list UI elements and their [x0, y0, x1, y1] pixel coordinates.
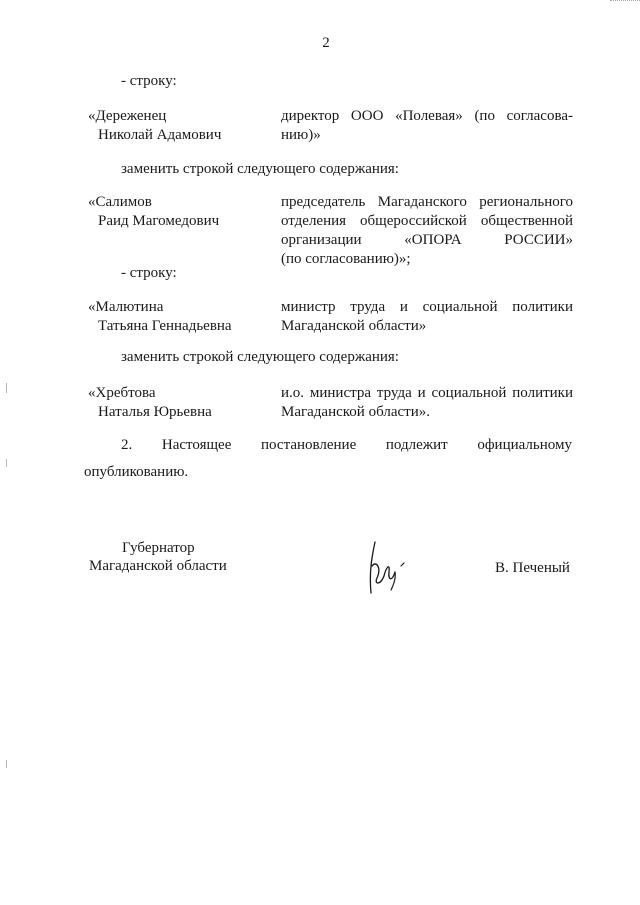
entry-2-position-line: председатель Магаданского регионального [281, 194, 573, 210]
entry-1-name-line1: «Дереженец [88, 108, 167, 124]
entry-1-position [281, 107, 573, 145]
row-intro-1: - строку: [121, 73, 177, 89]
signatory-title-line1: Губернатор [122, 540, 195, 556]
signatory-title-line2: Магаданской области [89, 558, 227, 574]
entry-2-position-line: организации «ОПОРА РОССИИ» [281, 232, 573, 248]
entry-4-name-line1: «Хребтова [88, 385, 156, 401]
entry-4-position [281, 384, 573, 422]
page-number: 2 [322, 35, 330, 51]
entry-3-name [88, 298, 232, 336]
entry-1-name [88, 107, 221, 145]
entry-1-position-line: директор ООО «Полевая» (по согласова- [281, 108, 573, 124]
entry-4-position-line: и.о. министра труда и социальной политики [281, 385, 573, 401]
scan-edge-mark [6, 459, 7, 467]
paragraph-2 [84, 436, 572, 482]
handwritten-signature [360, 538, 410, 598]
entry-2-name [88, 193, 219, 231]
scan-edge-mark [6, 760, 7, 768]
replace-instruction-1: заменить строкой следующего содержания: [121, 161, 399, 177]
entry-3-name-line2: Татьяна Геннадьевна [98, 318, 232, 334]
entry-4-name [88, 384, 212, 422]
entry-3-position-line: министр труда и социальной политики [281, 299, 573, 315]
scan-corner-mark [610, 0, 640, 5]
entry-4-position-line: Магаданской области». [281, 404, 430, 420]
entry-2-position [281, 193, 573, 269]
entry-2-name-line2: Раид Магомедович [98, 213, 220, 229]
entry-3-position-line: Магаданской области» [281, 318, 427, 334]
entry-3-position [281, 298, 573, 336]
entry-2-position-line: отделения общероссийской общественной [281, 213, 573, 229]
entry-2-name-line1: «Салимов [88, 194, 152, 210]
entry-2-position-line: (по согласованию)»; [281, 251, 411, 267]
entry-1-position-line: нию)» [281, 127, 321, 143]
entry-3-name-line1: «Малютина [88, 299, 164, 315]
paragraph-2-line1: 2. Настоящее постановление подлежит официальному [121, 437, 572, 453]
signer-name: В. Печеный [495, 560, 570, 576]
replace-instruction-2: заменить строкой следующего содержания: [121, 349, 399, 365]
row-intro-2: - строку: [121, 265, 177, 281]
paragraph-2-line2: опубликованию. [84, 464, 189, 480]
scan-edge-mark [6, 383, 7, 393]
entry-4-name-line2: Наталья Юрьевна [98, 404, 212, 420]
entry-1-name-line2: Николай Адамович [98, 127, 222, 143]
